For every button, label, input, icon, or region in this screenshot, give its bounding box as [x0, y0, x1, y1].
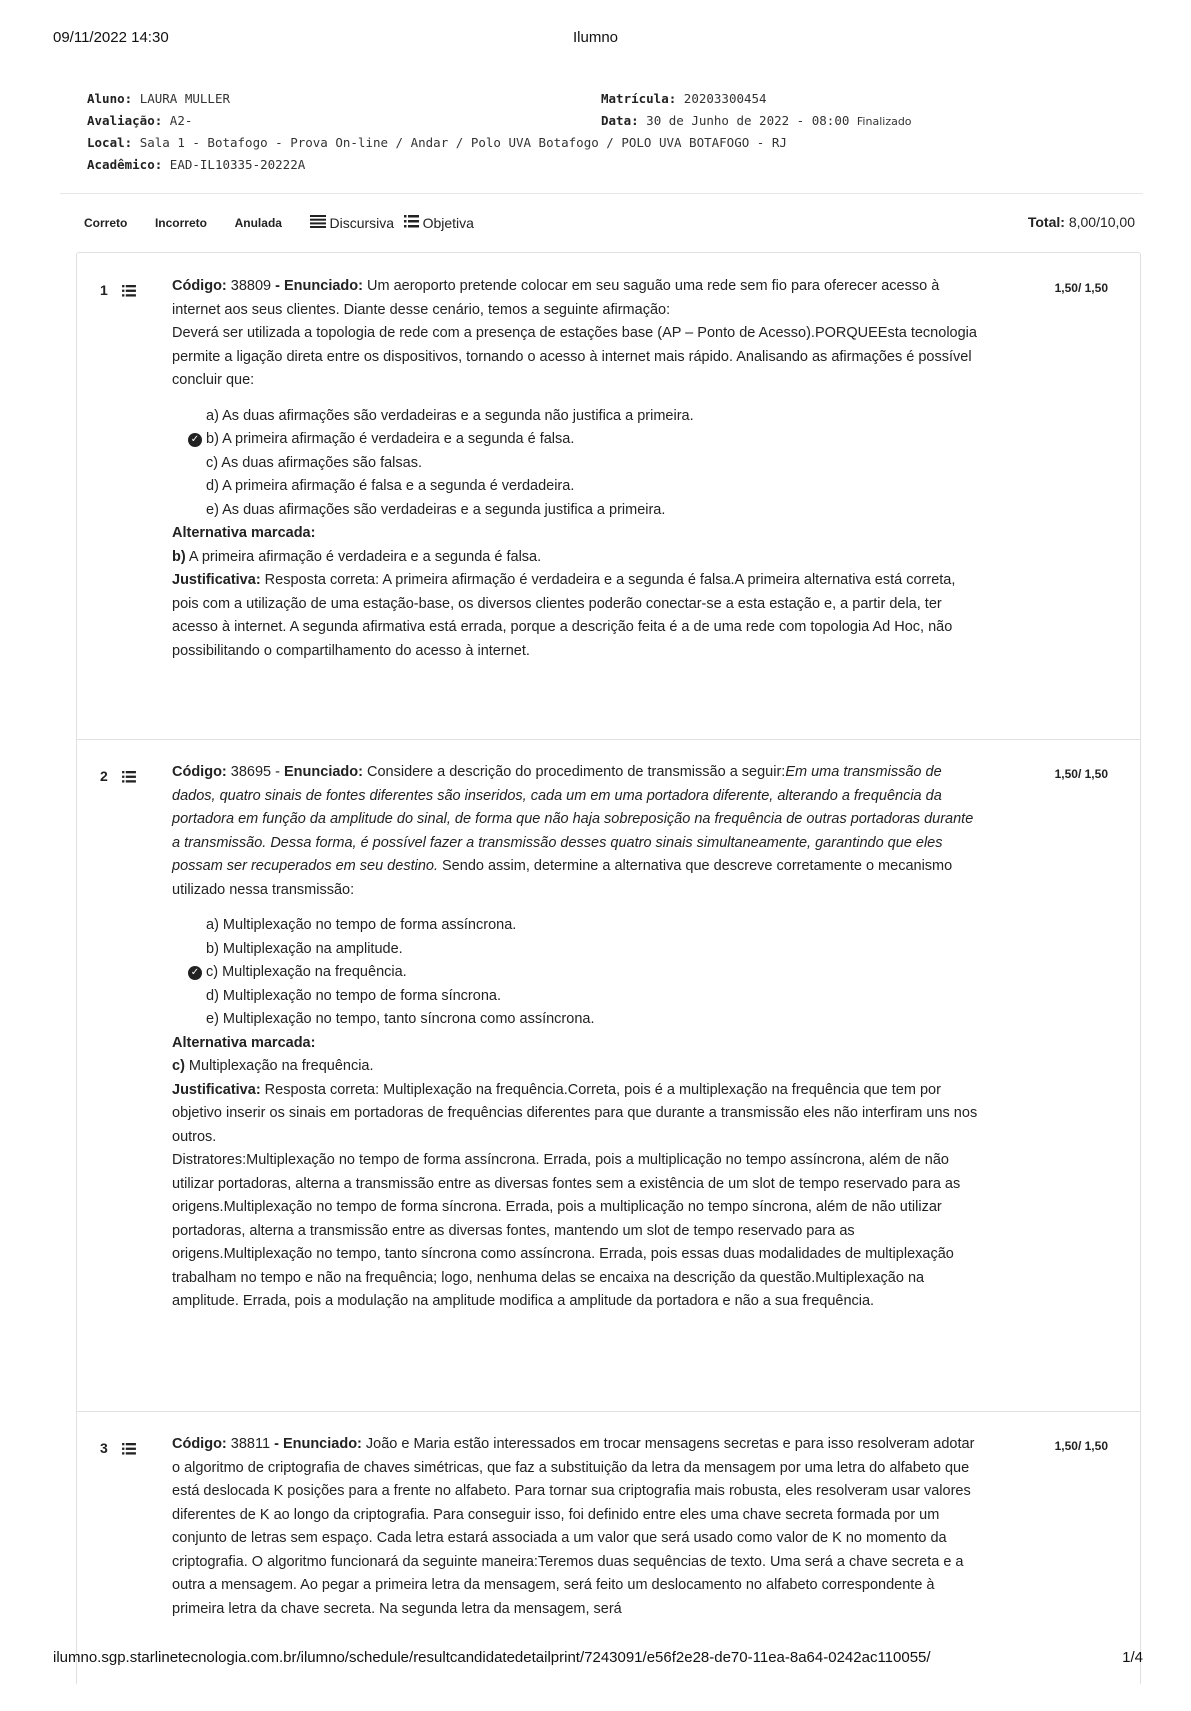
matricula-value: 20203300454 — [683, 91, 767, 106]
question-1 — [77, 253, 1140, 740]
option-e — [172, 499, 982, 523]
question-body — [172, 761, 982, 1314]
option-text: d) A primeira afirmação é falsa e a segunda é verdadeira. — [206, 478, 575, 494]
option-a — [172, 914, 982, 938]
enunciado-text: Considere a descrição do procedimento de transmissão a seguir: — [362, 764, 786, 780]
justification — [172, 569, 982, 663]
options-list — [172, 405, 982, 523]
codigo-label: Código: — [172, 764, 227, 780]
data-label: Data: — [601, 113, 639, 128]
option-text: c) Multiplexação na frequência. — [206, 964, 407, 980]
justification-label: Justificativa: — [172, 1081, 261, 1098]
student-info — [87, 88, 1087, 176]
question-body — [172, 1433, 982, 1621]
question-number — [100, 282, 136, 298]
option-d — [172, 475, 982, 499]
local-value: Sala 1 - Botafogo - Prova On-line / Andar / Polo UVA Botafogo / POLO UVA BOTAFOGO - RJ — [139, 135, 787, 150]
codigo-value: 38809 — [230, 278, 272, 294]
option-a — [172, 405, 982, 429]
separator: - — [270, 1436, 283, 1452]
header-divider — [60, 193, 1143, 194]
question-3 — [77, 1411, 1140, 1711]
print-datetime: 09/11/2022 14:30 — [53, 29, 169, 46]
legend-bar — [84, 214, 1135, 236]
option-text: d) Multiplexação no tempo de forma síncrona. — [206, 987, 501, 1004]
option-e — [172, 1008, 982, 1032]
question-2 — [77, 739, 1140, 1412]
justification-label: Justificativa: — [172, 572, 261, 588]
question-statement — [172, 1433, 982, 1621]
question-score: 1,50/ 1,50 — [1054, 281, 1108, 295]
list-icon — [122, 771, 136, 783]
legend-objetiva-label: Objetiva — [422, 214, 474, 231]
marked-answer — [172, 1055, 982, 1079]
aluno-value: LAURA MULLER — [139, 91, 230, 106]
print-header — [53, 29, 1138, 49]
question-score: 1,50/ 1,50 — [1054, 1439, 1108, 1453]
enunciado-text: Um aeroporto pretende colocar em seu saguão uma rede sem fio para oferecer acesso à internet aos seus clientes. Diante desse cenário, temos a seguinte afirmação: — [172, 278, 940, 318]
option-text: e) Multiplexação no tempo, tanto síncrona como assíncrona. — [206, 1011, 595, 1027]
option-c — [172, 961, 982, 985]
total-score — [1028, 214, 1135, 230]
marked-text: A primeira afirmação é verdadeira e a segunda é falsa. — [185, 548, 542, 565]
option-text: e) As duas afirmações são verdadeiras e a segunda justifica a primeira. — [206, 501, 666, 518]
enunciado-label: Enunciado: — [284, 278, 363, 294]
question-body — [172, 275, 982, 663]
marked-answer — [172, 546, 982, 570]
page-url: ilumno.sgp.starlinetecnologia.com.br/ilumno/schedule/resultcandidatedetailprint/7243091/e56f2e28-de70-11ea-8a64-0242ac110055/ — [53, 1649, 931, 1666]
list-icon — [122, 285, 136, 297]
enunciado-text: João e Maria estão interessados em trocar mensagens secretas e para isso resolveram adotar o algoritmo de criptografia de chaves simétricas, que faz a substituição da letra da mensagem por uma letra do alfabeto que está deslocada K posições para a frente no alfabeto. Para tornar sua criptografia mais robusta, eles resolveram usar valores diferentes de K ao longo da criptografia. Para conseguir isso, foi definido entre eles uma chave secreta formada por um conjunto de letras sem espaço. Cada letra estará associada a um valor que será usado como valor de K no momento da criptografia. O algoritmo funcionará da seguinte maneira:Teremos duas sequências de texto. Uma será a chave secreta e a outra a mensagem. Ao pegar a primeira letra da mensagem, será feito um deslocamento no alfabeto correspondente à primeira letra da chave secreta. Na segunda letra da mensagem, será — [172, 1436, 975, 1617]
total-value: 8,00/10,00 — [1068, 214, 1135, 230]
page-number: 1/4 — [1122, 1649, 1143, 1666]
codigo-label: Código: — [172, 278, 227, 294]
legend-incorreto: Incorreto — [154, 215, 207, 230]
enunciado-end: Sendo assim, determine a alternativa que descreve corretamente o mecanismo utilizado nessa transmissão: — [172, 858, 953, 898]
marked-letter: b) — [172, 548, 186, 565]
option-text: b) Multiplexação na amplitude. — [206, 940, 403, 957]
list-icon — [404, 215, 419, 228]
academico-label: Acadêmico: — [87, 157, 163, 172]
legend-correto: Correto — [84, 215, 128, 230]
option-c — [172, 452, 982, 476]
question-statement — [172, 275, 982, 322]
question-number-text: 2 — [100, 768, 108, 784]
matricula-label: Matrícula: — [601, 91, 677, 106]
distractors-text: Distratores:Multiplexação no tempo de forma assíncrona. Errada, pois a multiplicação no tempo assíncrona, além de não utilizar portadoras, alterna a transmissão entre as diversas fontes sem a existência de um slot de tempo reservado para as origens.Multiplexação no tempo de forma síncrona. Errada, pois a multiplicação no tempo síncrona, além de não utilizar portadoras, alterna a transmissão entre as diversas fontes, mantendo um slot de tempo reservado para as origens.Multiplexação no tempo, tanto síncrona como assíncrona. Errada, pois essas duas modalidades de multiplexação trabalham no tempo e não na frequência; logo, nenhuma delas se encaixa na descrição da questão.Multiplexação na amplitude. Errada, pois a modulação na amplitude modifica a amplitude da portadora e não a sua frequência. — [172, 1152, 961, 1309]
total-label: Total: — [1027, 214, 1065, 230]
justification-text: Resposta correta: A primeira afirmação é verdadeira e a segunda é falsa.A primeira alternativa está correta, pois com a utilização de uma estação-base, os diversos clientes poderão conectar-se a esta estação e, a partir dela, ter acesso à internet. A segunda afirmativa está errada, porque a descrição feita é a de uma rede com topologia Ad Hoc, não possibilitando o compartilhamento do acesso à internet. — [172, 572, 956, 659]
questions-panel — [76, 252, 1141, 1684]
option-b — [172, 938, 982, 962]
aluno-label: Aluno: — [87, 91, 133, 106]
enunciado-label: Enunciado: — [282, 1436, 362, 1452]
print-title: Ilumno — [572, 29, 619, 46]
data-value: 30 de Junho de 2022 - 08:00 — [646, 113, 850, 128]
option-d — [172, 985, 982, 1009]
academico-value: EAD-IL10335-20222A — [169, 157, 306, 172]
option-text: b) A primeira afirmação é verdadeira e a segunda é falsa. — [206, 431, 575, 447]
avaliacao-label: Avaliação: — [87, 113, 163, 128]
question-number — [100, 1440, 136, 1456]
status-badge: Finalizado — [856, 115, 912, 128]
question-number-text: 3 — [100, 1440, 108, 1456]
enunciado-italic: Em uma transmissão de dados, quatro sinais de fontes diferentes são inseridos, cada um em uma portadora diferente, alterando a frequência da portadora em função da amplitude do sinal, de forma que não haja sobreposição na frequência de outras portadoras durante a transmissão. Dessa forma, é possível fazer a transmissão desses quatro sinais simultaneamente, garantindo que eles possam ser recuperados em seu destino. — [172, 764, 974, 874]
local-label: Local: — [87, 135, 133, 150]
codigo-label: Código: — [172, 1436, 227, 1452]
codigo-value: 38695 — [230, 764, 272, 780]
option-text: c) As duas afirmações são falsas. — [206, 454, 422, 471]
align-justify-icon — [310, 215, 326, 228]
list-icon — [122, 1443, 136, 1455]
legend-discursiva — [310, 215, 394, 231]
avaliacao-value: A2- — [169, 113, 193, 128]
marked-title: Alternativa marcada: — [172, 1034, 316, 1051]
question-score: 1,50/ 1,50 — [1054, 767, 1108, 781]
question-number-text: 1 — [100, 282, 108, 298]
marked-title: Alternativa marcada: — [172, 525, 316, 541]
codigo-value: 38811 — [230, 1436, 271, 1452]
separator: - — [271, 278, 285, 294]
legend-anulada: Anulada — [234, 215, 282, 230]
enunciado-text-2: Deverá ser utilizada a topologia de rede com a presença de estações base (AP – Ponto de Acesso).PORQUEEsta tecnologia permite a ligação direta entre os dispositivos, tornando o acesso à internet mais rápido. Analisando as afirmações é possível concluir que: — [172, 325, 977, 388]
options-list — [172, 914, 982, 1032]
marked-text: Multiplexação na frequência. — [184, 1058, 374, 1074]
check-circle-icon: ✓ — [188, 433, 202, 447]
justification — [172, 1079, 982, 1150]
justification-text: Resposta correta: Multiplexação na frequência.Correta, pois é a multiplexação na frequência que tem por objetivo inserir os sinais em portadoras de frequências diferentes para que durante a transmissão eles não interfiram uns nos outros. — [172, 1081, 978, 1145]
check-circle-icon: ✓ — [188, 966, 202, 980]
option-text: a) As duas afirmações são verdadeiras e a segunda não justifica a primeira. — [206, 407, 694, 424]
enunciado-label: Enunciado: — [284, 764, 363, 780]
legend-objetiva — [404, 215, 474, 231]
separator: - — [271, 764, 285, 780]
option-text: a) Multiplexação no tempo de forma assíncrona. — [206, 917, 517, 933]
option-b — [172, 428, 982, 452]
legend-discursiva-label: Discursiva — [329, 214, 395, 231]
question-statement — [172, 761, 982, 902]
marked-letter: c) — [172, 1058, 185, 1074]
question-number — [100, 768, 136, 784]
